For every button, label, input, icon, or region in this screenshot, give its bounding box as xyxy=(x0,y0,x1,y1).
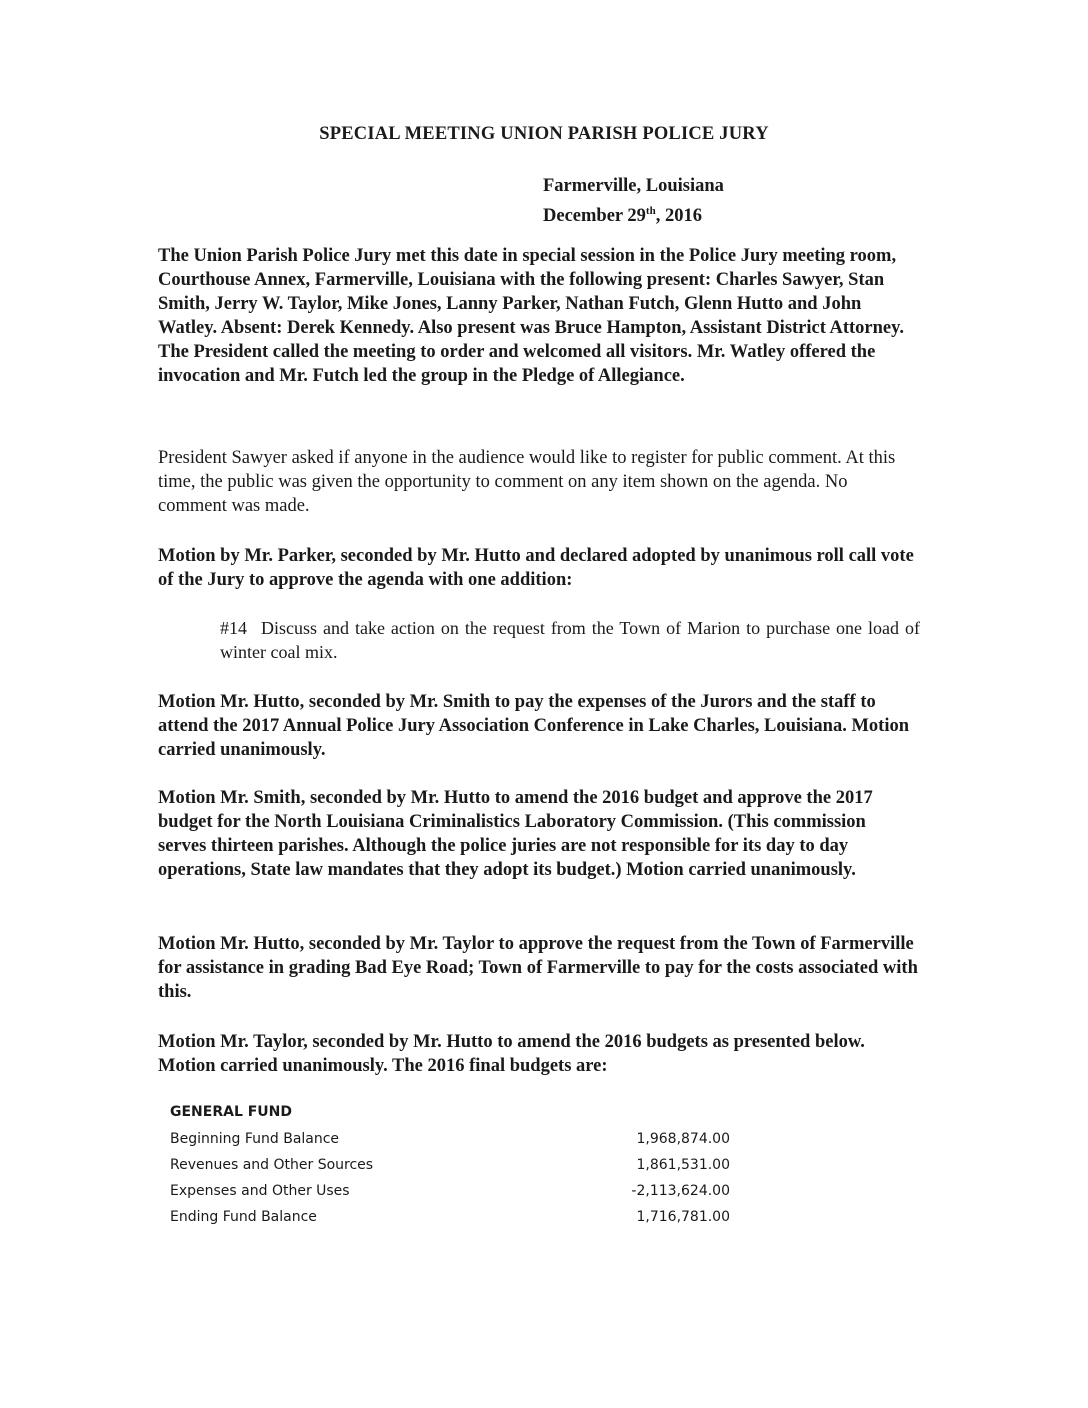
date-year: , 2016 xyxy=(655,206,702,227)
fund-row-amount: 1,716,781.00 xyxy=(636,1209,730,1225)
date-text: December 29 xyxy=(543,206,646,227)
fund-row-amount: -2,113,624.00 xyxy=(631,1183,730,1199)
fund-row xyxy=(170,1178,730,1204)
date-ordinal: th xyxy=(645,205,656,217)
conference-motion-paragraph: Motion Mr. Hutto, seconded by Mr. Smith to pay the expenses of the Jurors and the staff to attend the 2017 Annual Police Jury Association Conference in Lake Charles, Louisiana. Motion carried unanimously. xyxy=(158,692,909,760)
fund-row-amount: 1,861,531.00 xyxy=(636,1157,730,1173)
date-line xyxy=(543,199,724,229)
fund-row-label: Expenses and Other Uses xyxy=(170,1183,350,1199)
general-fund-title: GENERAL FUND xyxy=(170,1104,293,1120)
fund-row-label: Ending Fund Balance xyxy=(170,1209,317,1225)
document-title: SPECIAL MEETING UNION PARISH POLICE JURY xyxy=(319,124,769,144)
fund-row-label: Revenues and Other Sources xyxy=(170,1157,374,1173)
item-number: #14 xyxy=(220,618,247,638)
fund-row xyxy=(170,1126,730,1152)
agenda-motion-paragraph: Motion by Mr. Parker, seconded by Mr. Hutto and declared adopted by unanimous roll call vote of the Jury to approve the agenda with one addition: xyxy=(158,546,914,590)
location-line: Farmerville, Louisiana xyxy=(543,176,724,196)
fund-row-label: Beginning Fund Balance xyxy=(170,1131,340,1147)
fund-row xyxy=(170,1204,730,1230)
budget-motion-paragraph: Motion Mr. Taylor, seconded by Mr. Hutto to amend the 2016 budgets as presented below. Motion carried unanimously. The 2016 final budgets are: xyxy=(158,1032,865,1076)
attendance-paragraph: The Union Parish Police Jury met this date in special session in the Police Jury meeting room, Courthouse Annex, Farmerville, Louisiana with the following present: Charles Sawyer, Stan Smith, Jerry W. Taylor, Mike Jones, Lanny Parker, Nathan Futch, Glenn Hutto and John Watley. Absent: Derek Kennedy. Also present was Bruce Hampton, Assistant District Attorney. The President called the meeting to order and welcomed all visitors. Mr. Watley offered the invocation and Mr. Futch led the group in the Pledge of Allegiance. xyxy=(158,246,904,386)
public-comment-paragraph: President Sawyer asked if anyone in the audience would like to register for public comment. At this time, the public was given the opportunity to comment on any item shown on the agenda. No comment was made. xyxy=(158,448,896,516)
road-grading-motion-paragraph: Motion Mr. Hutto, seconded by Mr. Taylor to approve the request from the Town of Farmerville for assistance in grading Bad Eye Road; Town of Farmerville to pay for the costs associated with this. xyxy=(158,934,918,1002)
general-fund-table xyxy=(170,1104,730,1230)
dateline xyxy=(543,174,724,229)
item-text: Discuss and take action on the request from the Town of Marion to purchase one load of winter coal mix. xyxy=(220,618,920,662)
fund-row xyxy=(170,1152,730,1178)
agenda-addition-item xyxy=(220,616,920,664)
fund-row-amount: 1,968,874.00 xyxy=(636,1131,730,1147)
lab-commission-motion-paragraph: Motion Mr. Smith, seconded by Mr. Hutto to amend the 2016 budget and approve the 2017 budget for the North Louisiana Criminalistics Laboratory Commission. (This commission serves thirteen parishes. Although the police juries are not responsible for its day to day operations, State law mandates that they adopt its budget.) Motion carried unanimously. xyxy=(158,788,873,880)
